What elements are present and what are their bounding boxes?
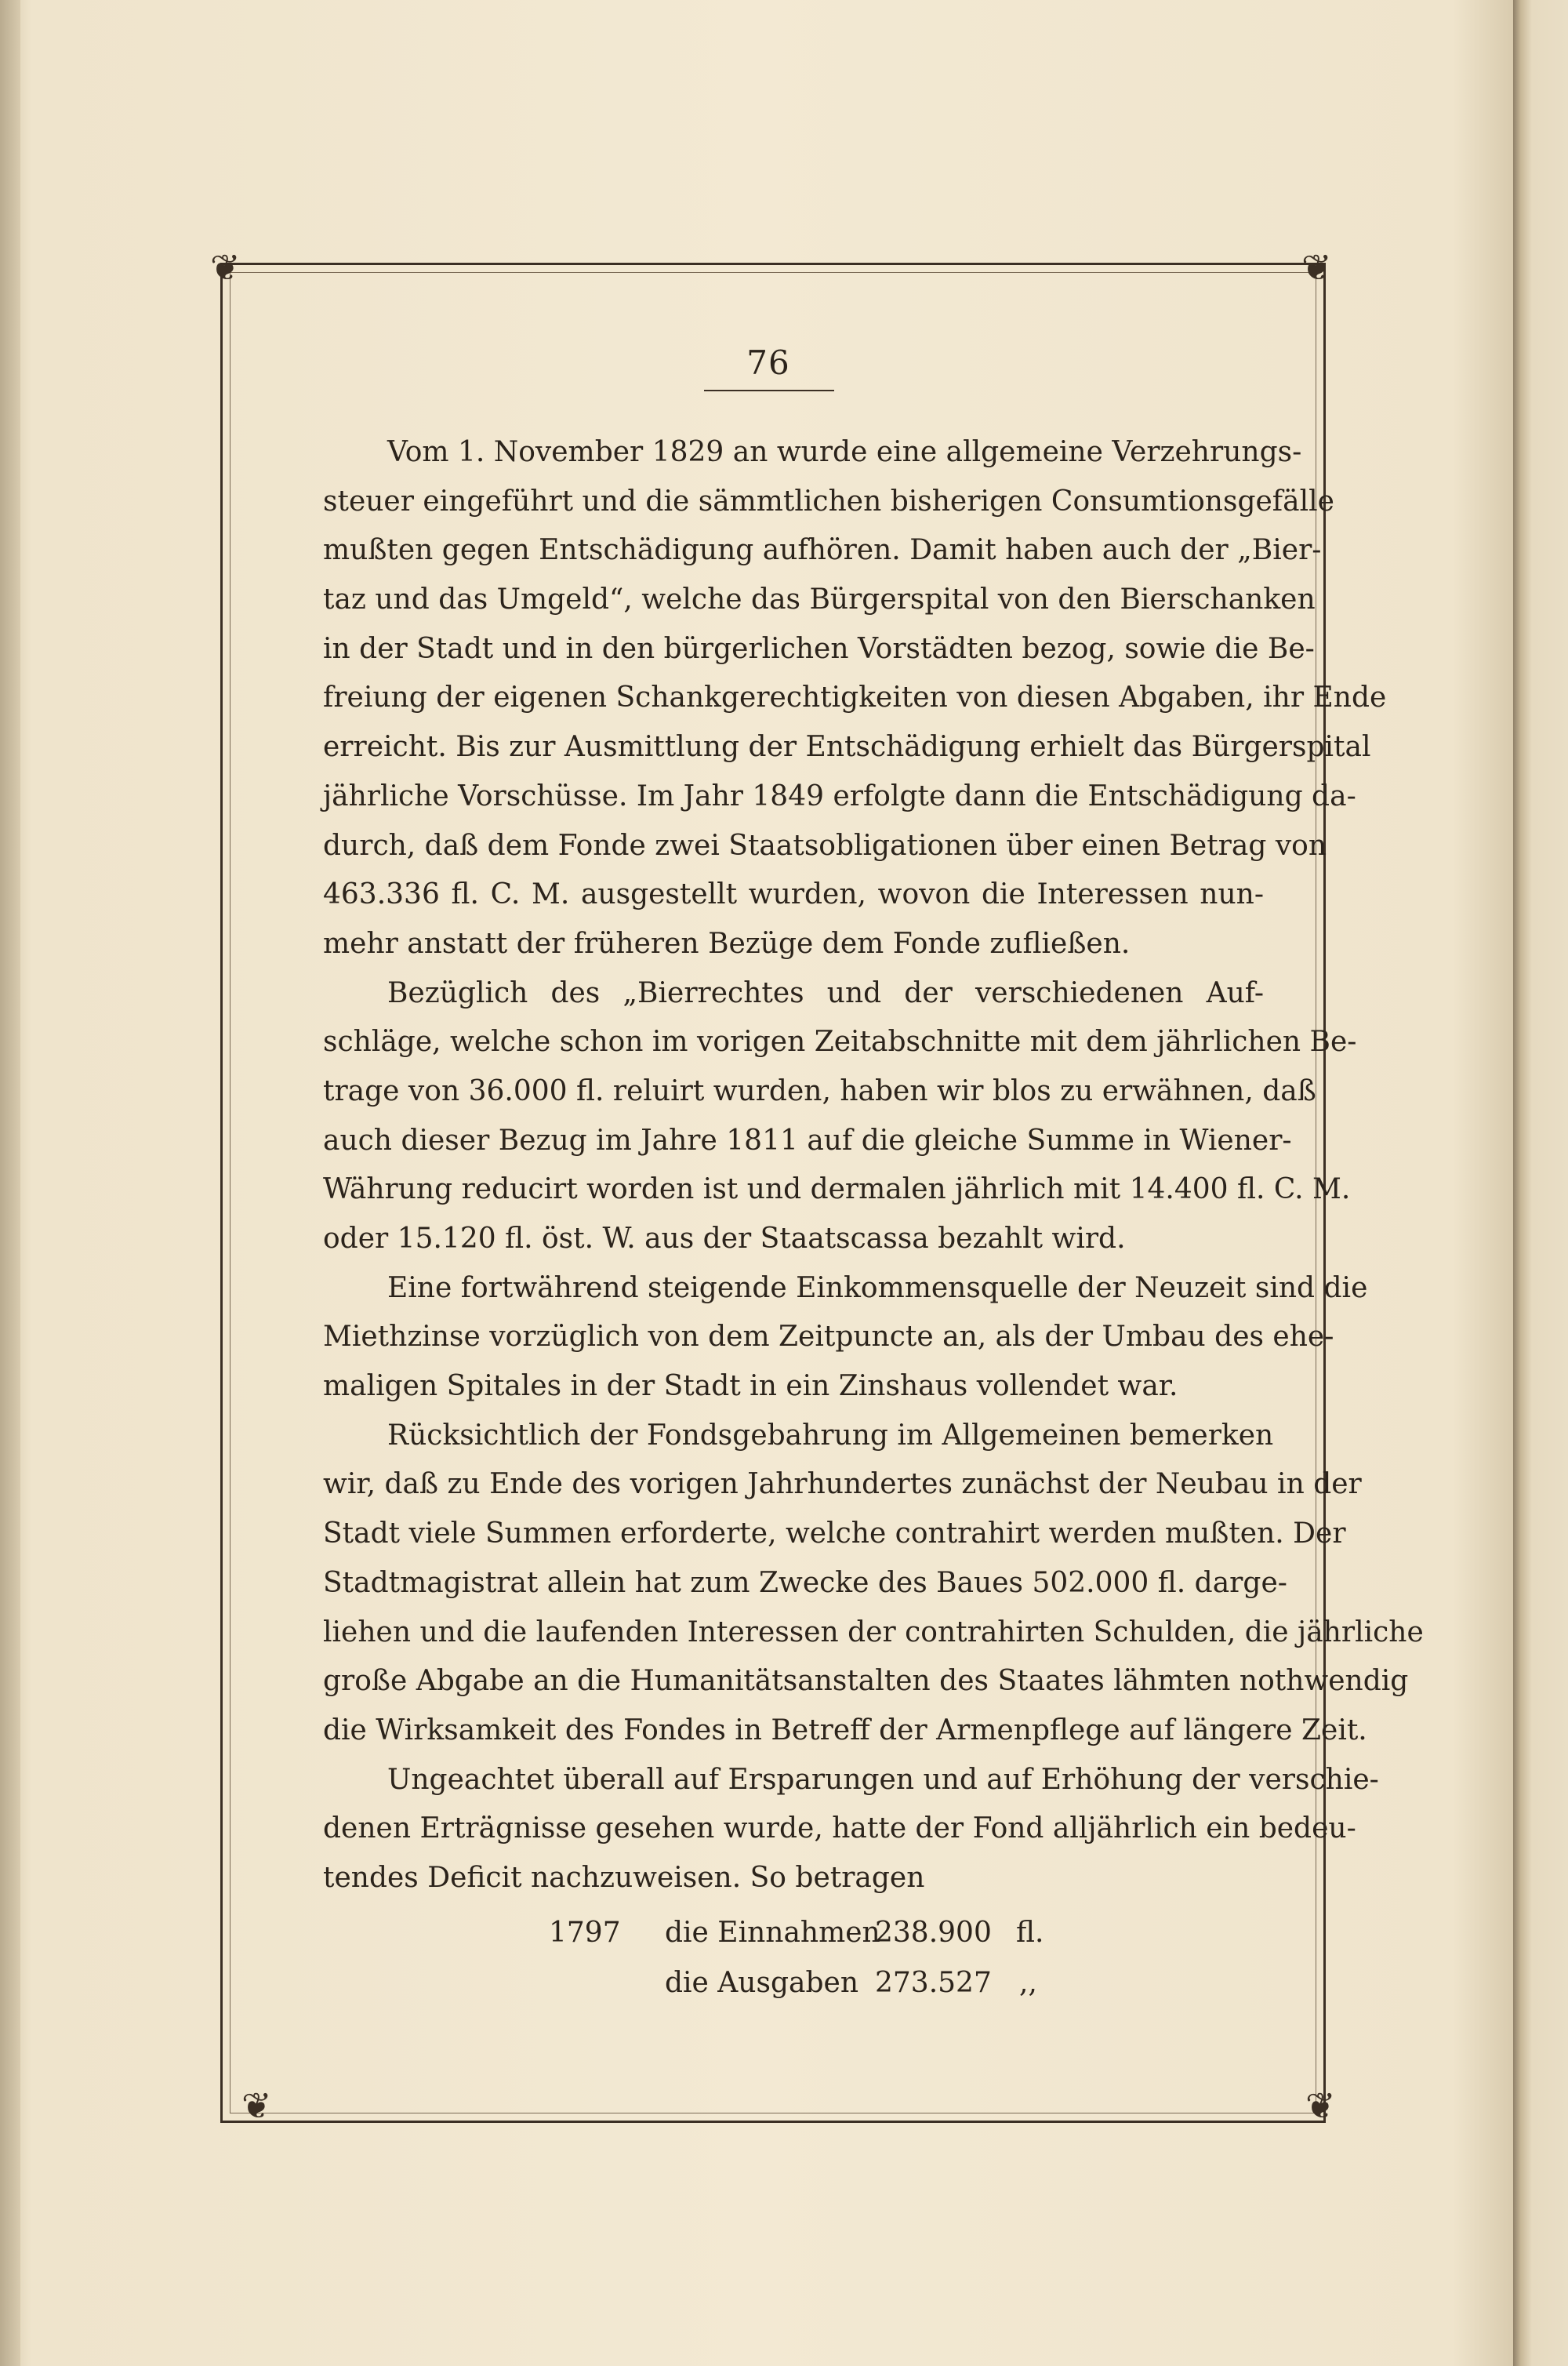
text-line: freiung der eigenen Schankgerechtigkeiten von diesen Abgaben, ihr Ende bbox=[323, 681, 1387, 714]
text-line: tendes Deficit nachzuweisen. So betragen bbox=[323, 1861, 925, 1894]
body-text bbox=[323, 428, 1424, 1903]
text-line: Stadtmagistrat allein hat zum Zwecke des Baues 502.000 fl. darge- bbox=[323, 1566, 1287, 1599]
text-line: Rücksichtlich der Fondsgebahrung im Allgemeinen bemerken bbox=[387, 1419, 1274, 1452]
text-line: trage von 36.000 fl. reluirt wurden, haben wir blos zu erwähnen, daß bbox=[323, 1074, 1316, 1107]
text-line: wir, daß zu Ende des vorigen Jahrhundertes zunächst der Neubau in der bbox=[323, 1468, 1362, 1501]
text-line: Bezüglich des „Bierrechtes und der verschiedenen Auf- bbox=[387, 976, 1264, 1009]
text-line: durch, daß dem Fonde zwei Staatsobligationen über einen Betrag von bbox=[323, 829, 1327, 862]
text-line: auch dieser Bezug im Jahre 1811 auf die gleiche Summe in Wiener- bbox=[323, 1124, 1292, 1157]
text-line: große Abgabe an die Humanitätsanstalten des Staates lähmten nothwendig bbox=[323, 1665, 1409, 1698]
text-line: mußten gegen Entschädigung aufhören. Damit haben auch der „Bier- bbox=[323, 534, 1322, 567]
text-line: taz und das Umgeld“, welche das Bürgerspital von den Bierschanken bbox=[323, 583, 1316, 616]
corner-ornament-icon: ❦ bbox=[210, 246, 241, 289]
text-line: Vom 1. November 1829 an wurde eine allgemeine Verzehrungs- bbox=[387, 436, 1302, 468]
text-line: oder 15.120 fl. öst. W. aus der Staatscassa bezahlt wird. bbox=[323, 1223, 1126, 1255]
table-amount: 273.527 bbox=[875, 1967, 992, 1999]
page-gutter bbox=[0, 0, 20, 2366]
page-number-rule bbox=[704, 390, 834, 391]
table-label: die Ausgaben bbox=[665, 1967, 859, 1999]
table-row bbox=[0, 1961, 1568, 2006]
text-line: die Wirksamkeit des Fondes in Betreff der Armenpflege auf längere Zeit. bbox=[323, 1714, 1367, 1746]
text-line: Ungeachtet überall auf Ersparungen und auf Erhöhung der verschie- bbox=[387, 1763, 1379, 1796]
corner-ornament-icon: ❦ bbox=[1301, 246, 1332, 289]
table-unit: fl. bbox=[1016, 1917, 1044, 1949]
text-line: denen Erträgnisse gesehen wurde, hatte der Fond alljährlich ein bedeu- bbox=[323, 1812, 1356, 1845]
corner-ornament-icon: ❦ bbox=[241, 2084, 272, 2127]
text-line: schläge, welche schon im vorigen Zeitabschnitte mit dem jährlichen Be- bbox=[323, 1026, 1357, 1059]
page-number: 76 bbox=[746, 343, 790, 382]
text-line: steuer eingeführt und die sämmtlichen bisherigen Consumtionsgefälle bbox=[323, 485, 1334, 518]
table-label: die Einnahmen bbox=[665, 1917, 880, 1949]
text-line: liehen und die laufenden Interessen der contrahirten Schulden, die jährliche bbox=[323, 1615, 1424, 1648]
text-line: Eine fortwährend steigende Einkommensquelle der Neuzeit sind die bbox=[387, 1271, 1368, 1304]
table-amount: 238.900 bbox=[875, 1917, 992, 1949]
next-page-edge bbox=[1513, 0, 1568, 2366]
text-line: Währung reducirt worden ist und dermalen jährlich mit 14.400 fl. C. M. bbox=[323, 1173, 1351, 1206]
text-line: mehr anstatt der früheren Bezüge dem Fonde zufließen. bbox=[323, 927, 1131, 960]
text-line: Stadt viele Summen erforderte, welche contrahirt werden mußten. Der bbox=[323, 1517, 1346, 1550]
corner-ornament-icon: ❦ bbox=[1305, 2084, 1336, 2127]
text-line: erreicht. Bis zur Ausmittlung der Entschädigung erhielt das Bürgerspital bbox=[323, 731, 1371, 764]
table-unit: ,, bbox=[1019, 1967, 1037, 1999]
text-line: maligen Spitales in der Stadt in ein Zinshaus vollendet war. bbox=[323, 1370, 1178, 1403]
table-year: 1797 bbox=[549, 1917, 621, 1949]
table-row bbox=[0, 1910, 1568, 1956]
text-line: in der Stadt und in den bürgerlichen Vorstädten bezog, sowie die Be- bbox=[323, 632, 1315, 665]
text-line: jährliche Vorschüsse. Im Jahr 1849 erfolgte dann die Entschädigung da- bbox=[323, 780, 1356, 812]
text-line: 463.336 fl. C. M. ausgestellt wurden, wovon die Interessen nun- bbox=[323, 878, 1264, 911]
text-line: Miethzinse vorzüglich von dem Zeitpuncte an, als der Umbau des ehe- bbox=[323, 1321, 1334, 1354]
